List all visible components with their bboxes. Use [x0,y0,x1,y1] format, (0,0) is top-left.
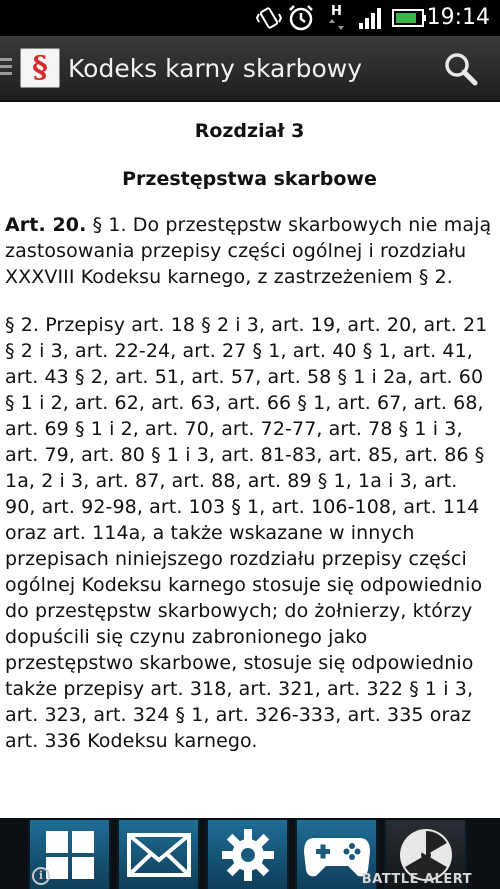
ad-tile[interactable] [206,820,289,889]
article-text: § 1. Do przestępstw skarbowych nie mają zastosowania przepisy części ogólnej i rozdziału XXXVIII Kodeksu karnego, z zastrzeżeniem § 2. [5,214,492,288]
drawer-indicator-icon[interactable] [0,58,12,80]
paragraph-sign-icon: § [32,50,48,85]
ad-banner[interactable] [0,818,500,889]
ad-tile[interactable] [117,820,200,889]
article-text: § 2. Przepisy art. 18 § 2 i 3, art. 19, art. 20, art. 21 § 2 i 3, art. 22-24, art. 27 § 1, art. 40 § 1, art. 41, art. 43 § 2, art. 51, art. 57, art. 58 § 1 i 2a, art. 60 § 1 i 2, art. 62, art. 63, art. 66 § 1, art. 67, art. 68, art. 69 § 1 i 2, art. 70, art. 72-77, art. 78 § 1 i 3, art. 79, art. 80 § 1 i 3, art. 81-83, art. 85, art. 86 § 1a, 2 i 3, art. 87, art. 88, art. 89 § 1, 1a i 3, art. 90, art. 92-98, art. 103 § 1, art. 106-108, art. 114 oraz art. 114a, a także wskazane w innych przepisach niniejszego rozdziału przepisy części ogólnej Kodeksu karnego stosuje się odpowiednio do przestępstw skarbowych; do żołnierzy, którzy dopuścili się czynu zabronionego jako przestępstwo skarbowe, stosuje się odpowiednio także przepisy art. 318, art. 321, art. 322 § 1 i 3, art. 323, art. 324 § 1, art. 326-333, art. 335 oraz art. 336 Kodeksu karnego. [5,314,488,752]
article-number: Art. 20. [5,214,87,236]
clock-time: 19:14 [426,5,490,30]
network-h-icon [326,4,348,32]
battery-icon [392,4,428,32]
search-icon [442,50,480,88]
ad-brand-text: BATTLE ALERT [361,872,472,887]
action-bar [0,36,500,102]
info-icon[interactable]: i [32,867,50,885]
document-content[interactable] [0,104,500,818]
mail-icon [126,830,192,880]
gear-icon [220,827,276,883]
search-button[interactable] [442,50,480,88]
next-line-partial [5,780,494,788]
chapter-title: Przestępstwa skarbowe [122,168,377,190]
svg-text:H: H [331,4,342,19]
app-title: Kodeks karny skarbowy [68,54,362,83]
alarm-icon [286,4,316,32]
app-logo[interactable] [20,48,60,88]
article-paragraph [5,212,494,290]
article-paragraph [5,312,494,754]
status-bar [0,0,500,36]
vibrate-icon [256,4,282,32]
chapter-heading: Rozdział 3 [194,120,305,142]
signal-icon [358,4,386,32]
